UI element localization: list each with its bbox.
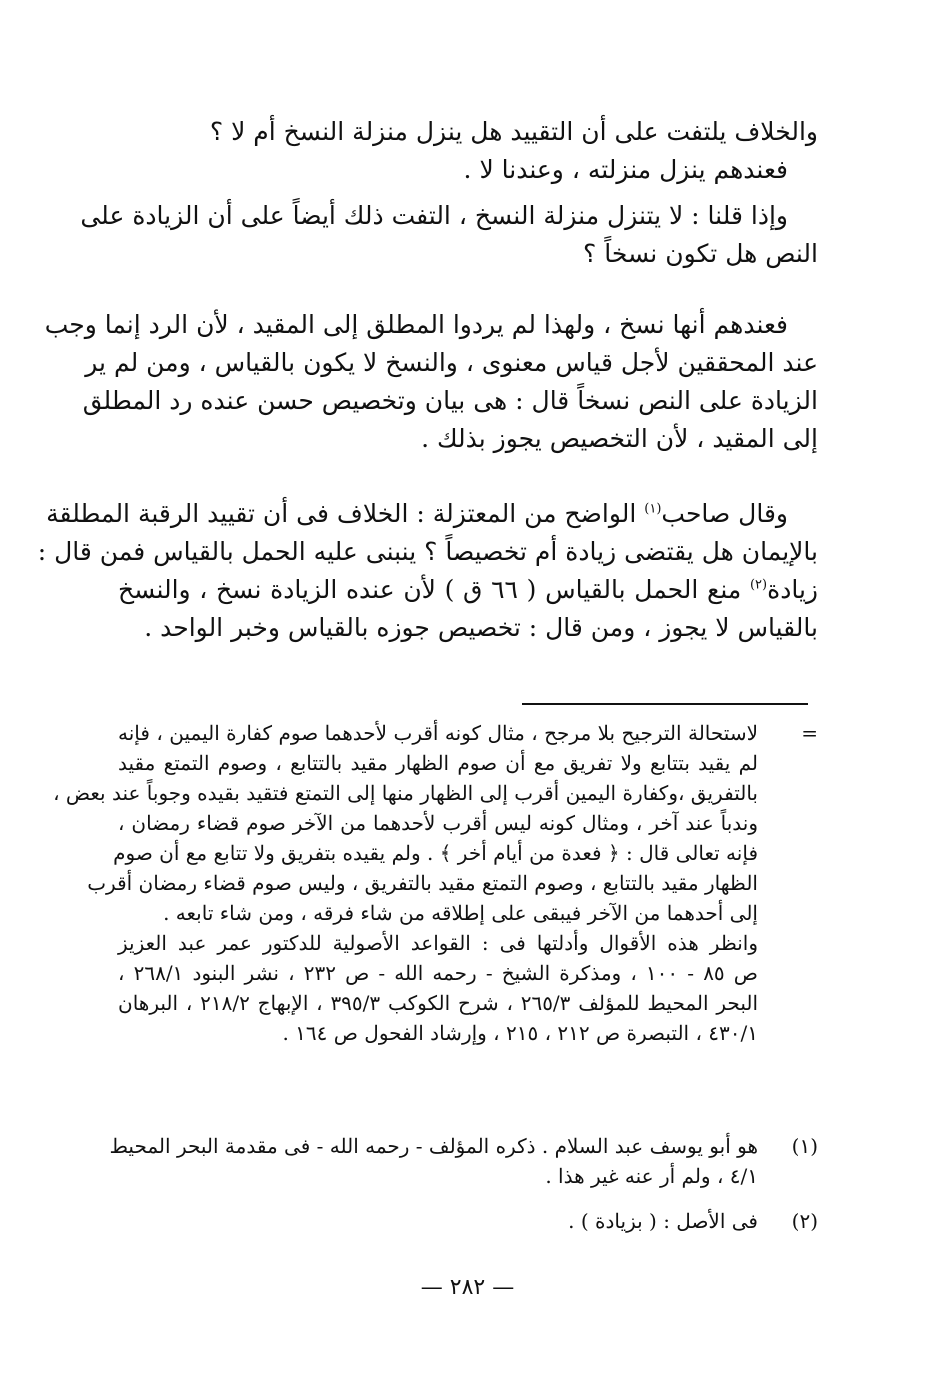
footnote-line: وندباً عند آخر ، ومثال كونه ليس أقرب لأحدهما من الآخر صوم قضاء رمضان ، (118, 811, 758, 835)
footnote-line: ٤/١ ، ولم أر عنه غير هذا . (545, 1164, 758, 1188)
text-line: عند المحققين لأجل قياس معنوى ، والنسخ لا يكون بالقياس ، ومن لم ير (85, 348, 818, 377)
footnote-line: ٤٣٠/١ ، التبصرة ص ٢١٢ ، ٢١٥ ، وإرشاد الفحول ص ١٦٤ . (282, 1021, 758, 1045)
paragraph-2 (80, 197, 818, 273)
footnote-line: الظهار مقيد بالتتابع ، وصوم التمتع مقيد بالتفريق ، وليس صوم قضاء رمضان أقرب (87, 871, 758, 895)
footnote-line: لاستحالة الترجيح بلا مرجح ، مثال كونه أقرب لأحدهما صوم كفارة اليمين ، فإنه (118, 721, 758, 745)
text-line: وإذا قلنا : لا يتنزل منزلة النسخ ، التفت ذلك أيضاً على أن الزيادة على (80, 201, 788, 230)
text-line: الزيادة على النص نسخاً قال : هى بيان وتخصيص حسن عنده رد المطلق (82, 386, 818, 415)
footnote-ref-2[interactable]: (٢) (749, 577, 768, 593)
footnote-line: بالتفريق ،وكفارة اليمين أقرب إلى الظهار منها إلى التمتع فتقيد بقيده وجوباً عند بعض ، (53, 781, 758, 805)
footnote-line: إلى أحدهما من الآخر فيبقى على إطلاقه من شاء فرقه ، ومن شاء تابعه . (163, 901, 758, 925)
text-line: بالإيمان هل يقتضى زيادة أم تخصيصاً ؟ ينبنى عليه الحمل بالقياس فمن قال : (37, 537, 818, 566)
text-span: منع الحمل بالقياس ( ٦٦ ق ) لأن عنده الزيادة نسخ ، والنسخ (118, 575, 750, 604)
footnote-line: ص ٨٥ - ١٠٠ ، ومذكرة الشيخ - رحمه الله - ص ٢٣٢ ، نشر البنود ٢٦٨/١ ، (118, 961, 758, 985)
text-line: والخلاف يلتفت على أن التقييد هل ينزل منزلة النسخ أم لا ؟ (209, 117, 818, 146)
paragraph-4 (37, 495, 818, 647)
footnote-separator (522, 703, 808, 705)
text-line: النص هل تكون نسخاً ؟ (583, 239, 818, 268)
footnote-body (109, 1131, 758, 1191)
footnote-line: فإنه تعالى قال : ﴿ فعدة من أيام أخر ﴾ . ولم يقيده بتفريق ولا تتابع مع أن صوم (113, 841, 758, 865)
footnote-line: وانظر هذه الأقوال وأدلتها فى : القواعد الأصولية للدكتور عمر عبد العزيز (118, 931, 758, 955)
text-span: وقال صاحب (661, 499, 788, 528)
paragraph-3 (44, 306, 818, 458)
footnote-line: لم يقيد بتتابع ولا تفريق مع أن صوم الظهار مقيد بالتتابع ، وصوم التمتع مقيد (118, 751, 758, 775)
text-line (118, 571, 818, 609)
footnote-line: هو أبو يوسف عبد السلام . ذكره المؤلف - رحمه الله - فى مقدمة البحر المحيط (109, 1134, 758, 1158)
page-number: — ٢٨٢ — (420, 1275, 515, 1300)
text-span: الواضح من المعتزلة : الخلاف فى أن تقييد الرقبة المطلقة (46, 499, 645, 528)
footnote-2-marker: (٢) (791, 1209, 818, 1233)
text-line (46, 495, 818, 533)
footnote-1-marker: (١) (791, 1134, 818, 1158)
text-line: فعندهم ينزل منزلته ، وعندنا لا . (463, 155, 788, 184)
paragraph-1 (118, 113, 818, 189)
footnote-line: فى الأصل : ( بزيادة ) . (568, 1209, 758, 1233)
footnote-body (118, 1206, 758, 1236)
continuation-marker: = (801, 721, 818, 745)
text-span: زيادة (767, 575, 818, 604)
text-line: إلى المقيد ، لأن التخصيص يجوز بذلك . (421, 424, 818, 453)
text-line: بالقياس لا يجوز ، ومن قال : تخصيص جوزه بالقياس وخبر الواحد . (144, 613, 818, 642)
footnote-line: البحر المحيط للمؤلف ٢٦٥/٣ ، شرح الكوكب ٣٩٥/٣ ، الإبهاج ٢١٨/٢ ، البرهان (118, 991, 758, 1015)
footnote-body (53, 718, 758, 1048)
text-line: فعندهم أنها نسخ ، ولهذا لم يردوا المطلق إلى المقيد ، لأن الرد إنما وجب (44, 310, 788, 339)
footnote-ref-1[interactable]: (١) (644, 501, 662, 517)
